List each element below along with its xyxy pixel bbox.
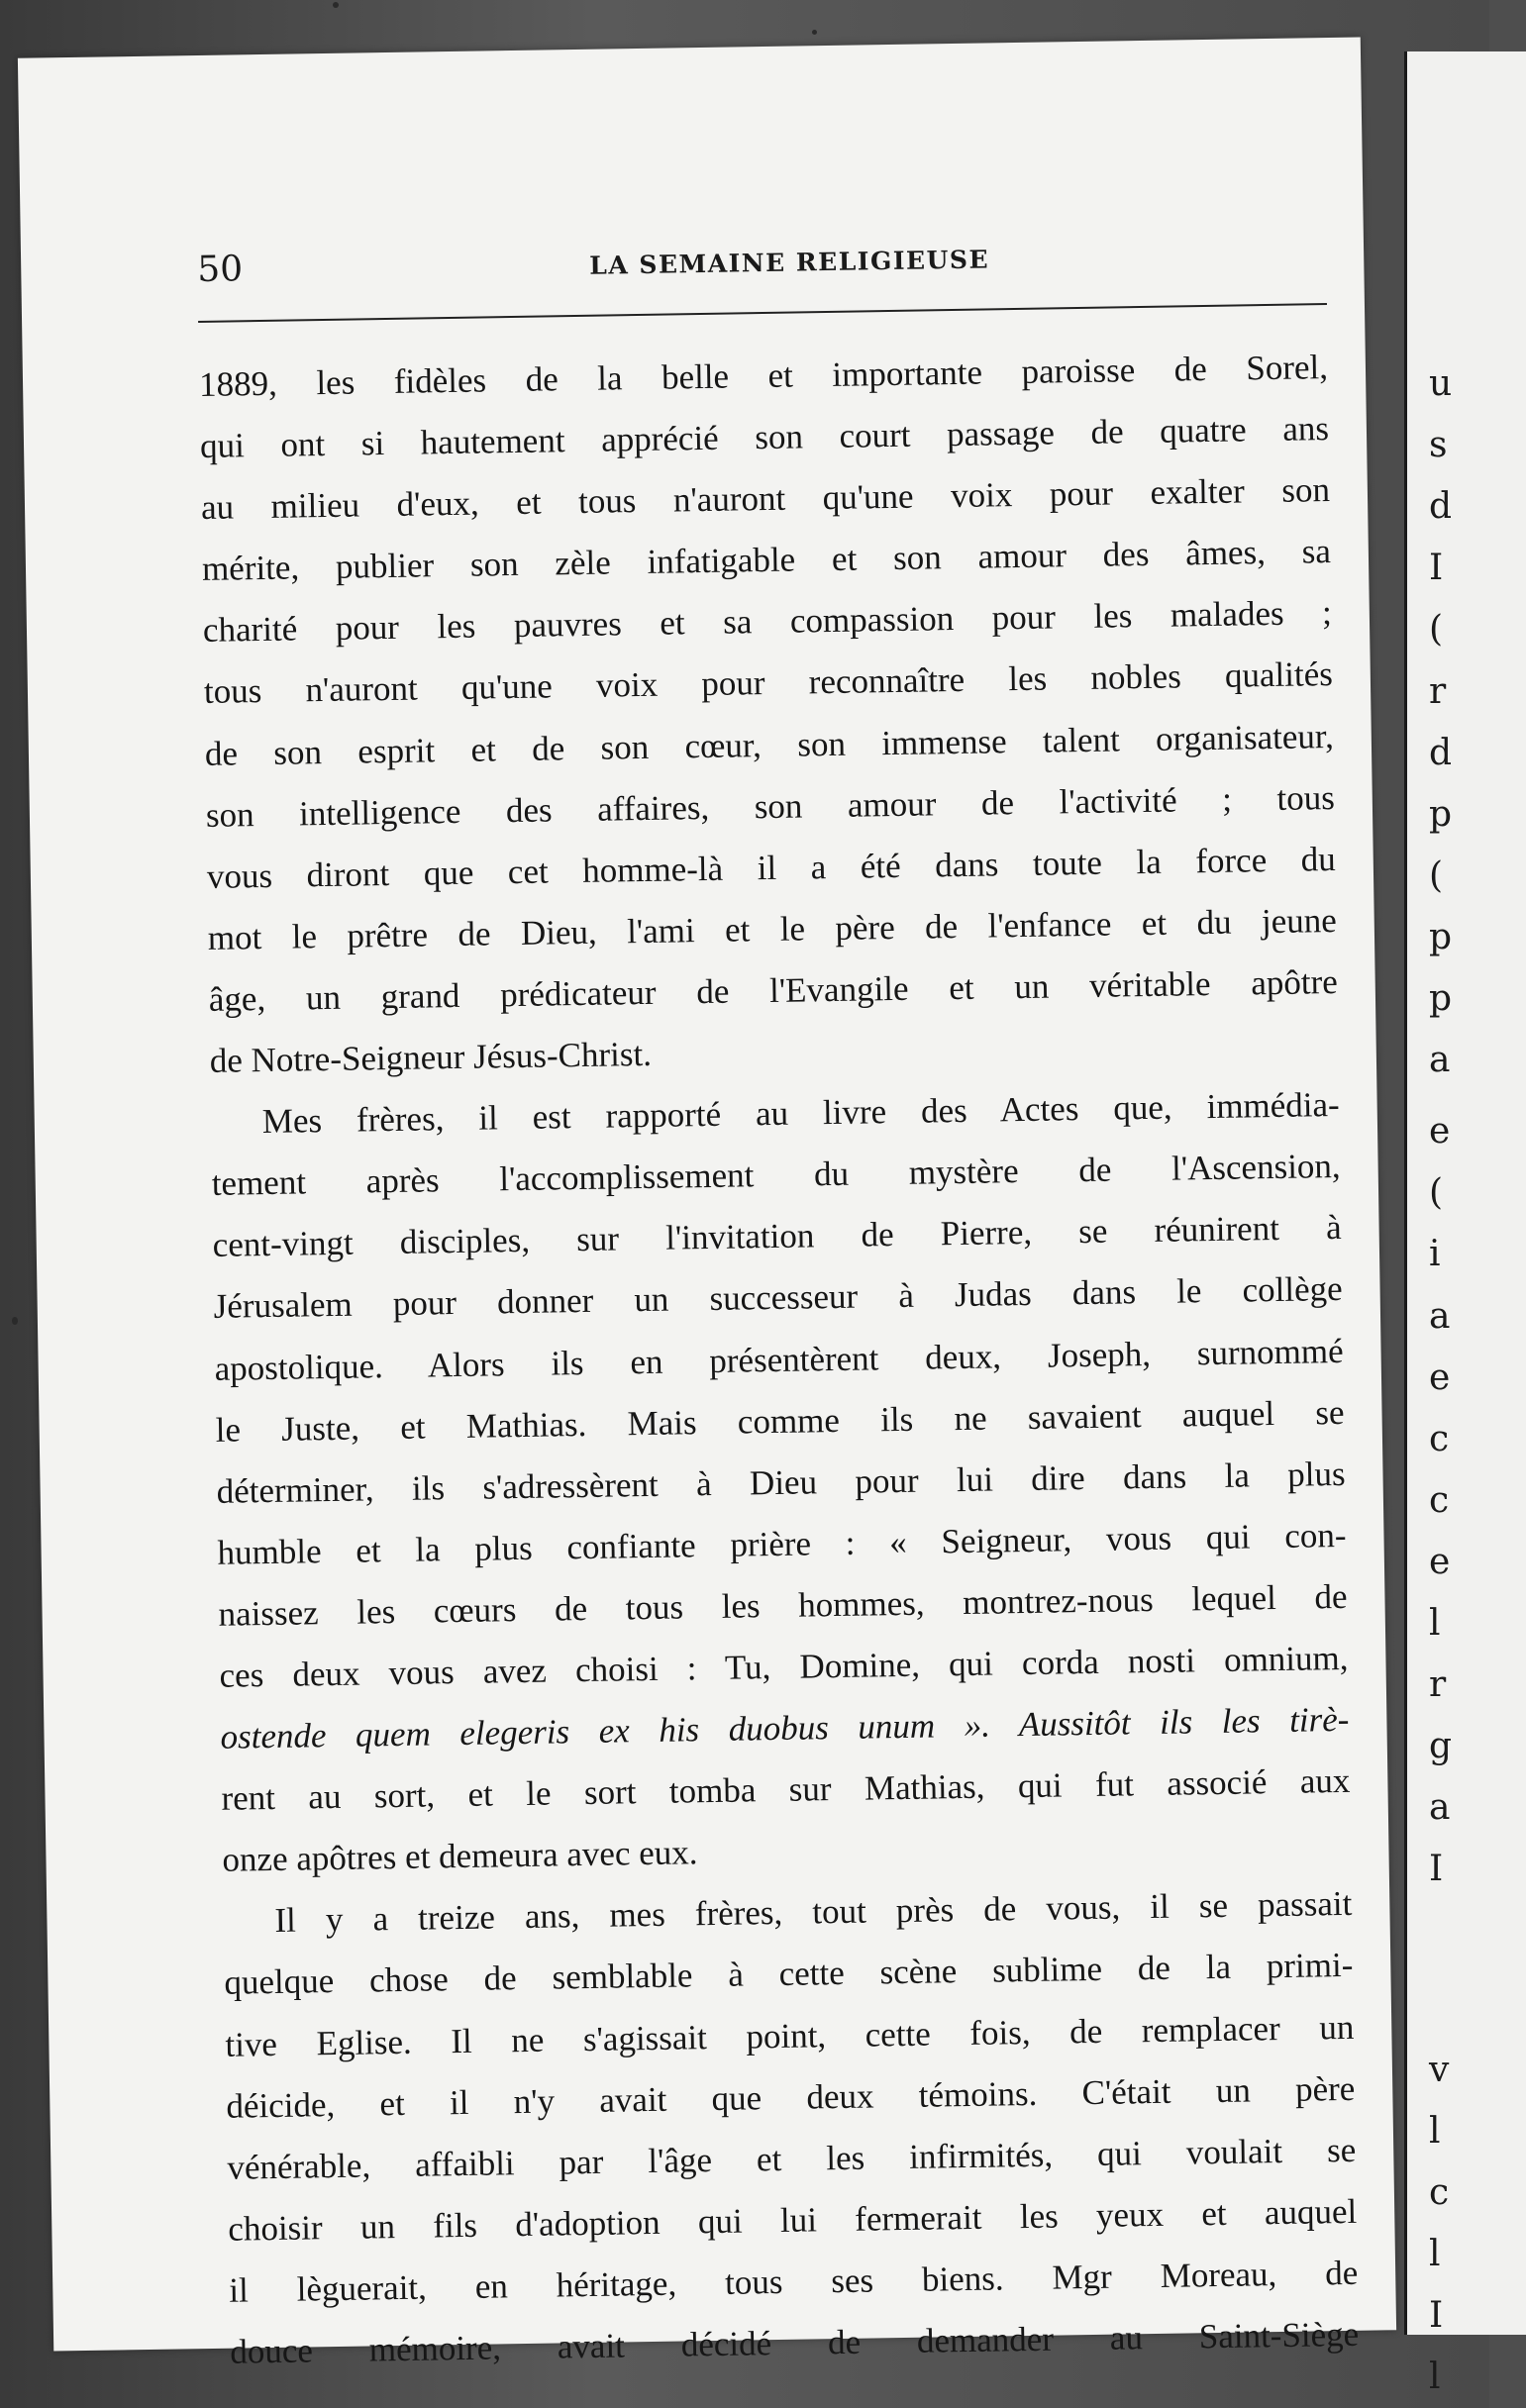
- facing-page-fragment: p: [1429, 916, 1453, 957]
- text-line: 1889, les fidèles de la belle et importante paroisse de Sorel,: [198, 348, 1329, 404]
- text-line: quelque chose de semblable à cette scène sublime de la primi-: [224, 1946, 1354, 2003]
- text-line: tement après l'accomplissement du mystère de l'Ascension,: [211, 1147, 1341, 1204]
- facing-page-fragment: l: [1429, 2233, 1441, 2274]
- paragraph-2: [210, 1074, 1352, 1891]
- text-line: ces deux vous avez choisi : Tu, Domine, qui corda nosti omnium,: [219, 1638, 1349, 1695]
- facing-page-fragment: c: [1429, 2171, 1450, 2213]
- text-line: apostolique. Alors ils en présentèrent deux, Joseph, surnommé: [214, 1331, 1344, 1388]
- text-line: vénérable, affaibli par l'âge et les infirmités, qui voulait se: [227, 2130, 1357, 2187]
- text-line: charité pour les pauvres et sa compassion pour les malades ;: [202, 593, 1333, 651]
- text-line: onze apôtres et demeura avec eux.: [222, 1833, 698, 1880]
- paragraph-3: [223, 1873, 1360, 2383]
- facing-page-fragment: (: [1429, 1172, 1444, 1214]
- running-title: LA SEMAINE RELIGIEUSE: [589, 245, 990, 280]
- text-line: déterminer, ils s'adressèrent à Dieu pour lui dire dans la plus: [216, 1454, 1346, 1511]
- facing-page-fragment: e: [1429, 1541, 1451, 1582]
- text-line: ostende quem elegeris ex his duobus unum ». Aussitôt ils les tirè-: [220, 1699, 1350, 1756]
- facing-page-fragment: u: [1429, 363, 1453, 404]
- text-line: douce mémoire, avait décidé de demander au Saint-Siège: [229, 2314, 1360, 2371]
- text-line: déicide, et il n'y avait que deux témoins. C'était un père: [226, 2068, 1356, 2126]
- facing-page-fragment: a: [1429, 1787, 1451, 1829]
- facing-page-fragment: I: [1429, 2294, 1444, 2336]
- body-text: [199, 337, 1360, 2383]
- paragraph-1: [199, 337, 1340, 1092]
- text-line: de son esprit et de son cœur, son immense talent organisateur,: [204, 716, 1335, 773]
- text-line: humble et la plus confiante prière : « Seigneur, vous qui con-: [217, 1515, 1347, 1572]
- facing-page-fragment: v: [1429, 2049, 1450, 2090]
- text-line: tous n'auront qu'une voix pour reconnaître les nobles qualités: [203, 654, 1334, 712]
- text-line: le Juste, et Mathias. Mais comme ils ne savaient auquel se: [215, 1392, 1345, 1450]
- page-header: [197, 222, 1327, 299]
- facing-page-fragment: s: [1429, 425, 1448, 466]
- facing-page-fragment: c: [1429, 1479, 1450, 1521]
- text-line: mot le prêtre de Dieu, l'ami et le père de l'enfance et du jeune: [207, 900, 1338, 957]
- text-line: Jérusalem pour donner un successeur à Judas dans le collège: [213, 1269, 1343, 1327]
- text-line: de Notre-Seigneur Jésus-Christ.: [209, 1034, 653, 1080]
- facing-page-fragment: l: [1429, 2357, 1441, 2397]
- facing-page-fragment: g: [1429, 1726, 1453, 1767]
- text-line: naissez les cœurs de tous les hommes, montrez-nous lequel de: [218, 1576, 1348, 1634]
- text-line: vous diront que cet homme-là il a été dans toute la force du: [206, 839, 1337, 896]
- text-line: rent au sort, et le sort tomba sur Mathias, qui fut associé aux: [221, 1761, 1351, 1818]
- text-line: âge, un grand prédicateur de l'Evangile et un véritable apôtre: [208, 961, 1339, 1019]
- text-line: choisir un fils d'adoption qui lui fermerait les yeux et auquel: [228, 2191, 1358, 2249]
- scan-speck: [333, 2, 339, 8]
- facing-page-fragment: I: [1429, 1849, 1444, 1890]
- scan-speck: [12, 1317, 18, 1325]
- facing-page-fragment: a: [1429, 1040, 1451, 1081]
- text-line: Il y a treize ans, mes frères, tout près de vous, il se passait: [274, 1884, 1353, 1941]
- text-line: mérite, publier son zèle infatigable et son amour des âmes, sa: [201, 532, 1332, 589]
- facing-page-fragment: r: [1429, 670, 1447, 712]
- text-line: qui ont si hautement apprécié son court passage de quatre ans: [199, 409, 1330, 466]
- text-line: tive Eglise. Il ne s'agissait point, cette fois, de remplacer un: [225, 2007, 1355, 2064]
- book-page: [18, 37, 1396, 2371]
- facing-page-fragment: a: [1429, 1295, 1451, 1337]
- facing-page-fragment: d: [1429, 732, 1453, 773]
- text-line: cent-vingt disciples, sur l'invitation de Pierre, se réunirent à: [212, 1208, 1342, 1265]
- facing-page-fragment: c: [1429, 1418, 1450, 1459]
- facing-page-fragment: r: [1429, 1664, 1447, 1706]
- facing-page-edge: [1404, 51, 1526, 2397]
- facing-page-fragment: p: [1429, 978, 1453, 1019]
- facing-page-fragment: d: [1429, 486, 1453, 528]
- text-line: son intelligence des affaires, son amour de l'activité ; tous: [205, 777, 1336, 835]
- facing-page-fragment: (: [1429, 854, 1444, 896]
- facing-page-fragment: p: [1429, 793, 1453, 835]
- scan-speck: [812, 30, 817, 35]
- facing-page-fragment: i: [1429, 1234, 1441, 1275]
- text-line: au milieu d'eux, et tous n'auront qu'une voix pour exalter son: [200, 470, 1331, 528]
- facing-page-fragment: I: [1429, 548, 1444, 589]
- page-number: 50: [196, 249, 244, 290]
- facing-page-fragment: (: [1429, 609, 1444, 651]
- header-rule: [198, 303, 1327, 323]
- facing-page-fragment: e: [1429, 1111, 1451, 1153]
- text-line: Mes frères, il est rapporté au livre des Actes que, immédia-: [261, 1085, 1340, 1142]
- facing-page-fragment: l: [1429, 1603, 1441, 1644]
- text-line: il lèguerait, en héritage, tous ses biens. Mgr Moreau, de: [229, 2253, 1359, 2310]
- facing-page-fragment: l: [1429, 2110, 1441, 2152]
- facing-page-fragment: e: [1429, 1356, 1451, 1398]
